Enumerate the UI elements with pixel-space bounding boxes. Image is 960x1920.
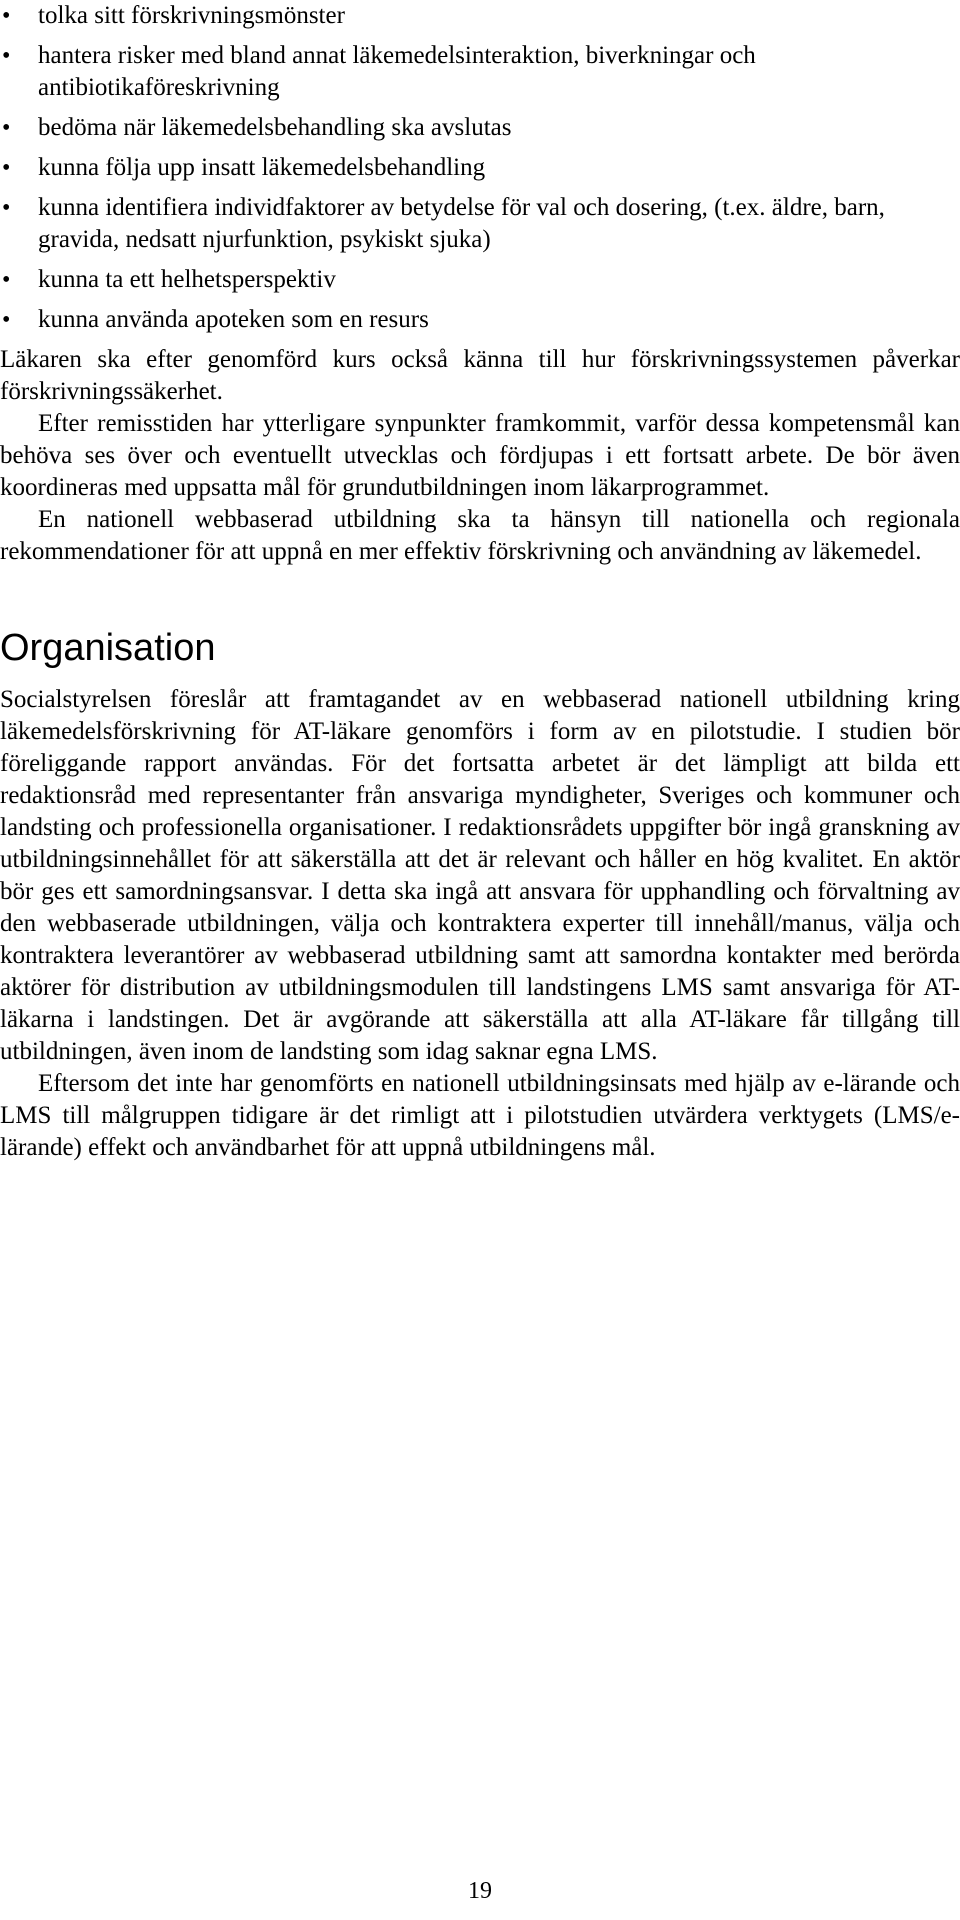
page-number: 19	[468, 1878, 492, 1904]
bullet-item: • kunna använda apoteken som en resurs	[0, 304, 960, 336]
section-heading: Organisation	[0, 627, 216, 669]
bullet-item: • kunna följa upp insatt läkemedelsbehandling	[0, 152, 960, 184]
bullet-item: • bedöma när läkemedelsbehandling ska avslutas	[0, 112, 960, 144]
bullet-item: • hantera risker med bland annat läkemedelsinteraktion, biverkningar och antibiotikaföreskrivning	[0, 40, 960, 104]
body-paragraph: En nationell webbaserad utbildning ska ta hänsyn till nationella och regionala rekommendationer för att uppnå en mer effektiv förskrivning och användning av läkemedel.	[0, 506, 960, 565]
body-paragraph: Läkaren ska efter genomförd kurs också känna till hur förskrivningssystemen påverkar förskrivningssäkerhet.	[0, 346, 960, 405]
bullet-item: • kunna ta ett helhetsperspektiv	[0, 264, 960, 296]
body-paragraph: Efter remisstiden har ytterligare synpunkter framkommit, varför dessa kompetensmål kan behöva ses över och eventuellt utvecklas och fördjupas i ett fortsatt arbete. De bör även koordineras med uppsatta mål för grundutbildningen inom läkarprogrammet.	[0, 410, 960, 501]
bullet-item: • kunna identifiera individfaktorer av betydelse för val och dosering, (t.ex. äldre, barn, gravida, nedsatt njurfunktion, psykiskt sjuka)	[0, 192, 960, 256]
competency-bullet-list	[0, 0, 960, 336]
bullet-item: • tolka sitt förskrivningsmönster	[0, 0, 960, 32]
body-paragraph: Eftersom det inte har genomförts en nationell utbildningsinsats med hjälp av e-lärande och LMS till målgruppen tidigare är det rimligt att i pilotstudien utvärdera verktygets (LMS/e-lärande) effekt och användbarhet för att uppnå utbildningens mål.	[0, 1070, 960, 1161]
body-paragraph: Socialstyrelsen föreslår att framtagandet av en webbaserad nationell utbildning kring läkemedelsförskrivning för AT-läkare genomförs i form av en pilotstudie. I studien bör föreliggande rapport användas. För det fortsatta arbetet är det lämpligt att bilda ett redaktionsråd med representanter från ansvariga myndigheter, Sveriges och kommuner och landsting och professionella organisationer. I redaktionsrådets uppgifter bör ingå granskning av utbildningsinnehållet för att säkerställa att det är relevant och håller en hög kvalitet. En aktör bör ges ett samordningsansvar. I detta ska ingå att ansvara för upphandling och förvaltning av den webbaserade utbildningen, välja och kontraktera experter till innehåll/manus, välja och kontraktera leverantörer av webbaserad utbildning samt att samordna kontakter med berörda aktörer för distribution av utbildningsmodulen till landstingens LMS samt ansvariga för AT-läkarna i landstingen. Det är avgörande att säkerställa att alla AT-läkare får tillgång till utbildningen, även inom de landsting som idag saknar egna LMS.	[0, 686, 960, 1065]
